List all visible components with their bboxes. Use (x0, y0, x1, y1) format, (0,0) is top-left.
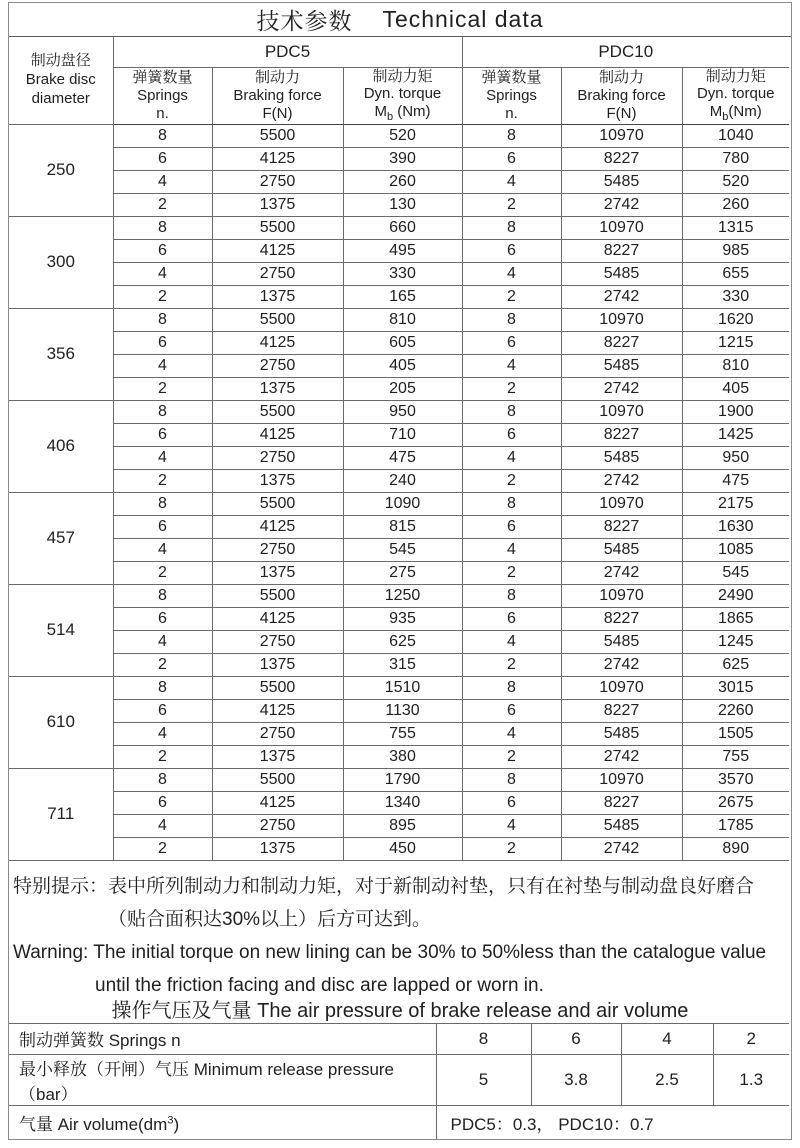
value-cell: 330 (682, 285, 789, 308)
value-cell: 8 (113, 124, 212, 147)
value-cell: 4125 (212, 147, 343, 170)
value-cell: 4 (113, 630, 212, 653)
data-row (9, 722, 789, 745)
page-title (9, 3, 791, 37)
value-cell: 1505 (682, 722, 789, 745)
springs-value: 8 (436, 1023, 531, 1054)
value-cell: 10970 (561, 308, 682, 331)
value-cell: 605 (343, 331, 462, 354)
value-cell: 5500 (212, 308, 343, 331)
value-cell: 1215 (682, 331, 789, 354)
value-cell: 380 (343, 745, 462, 768)
page-title-zh: 技术参数 (256, 8, 353, 34)
springs-row-label: 制动弹簧数 Springs n (9, 1023, 436, 1054)
value-cell: 4125 (212, 239, 343, 262)
value-cell: 6 (462, 423, 561, 446)
value-cell: 935 (343, 607, 462, 630)
data-row (9, 699, 789, 722)
value-cell: 8 (462, 308, 561, 331)
value-cell: 8227 (561, 607, 682, 630)
value-cell: 625 (682, 653, 789, 676)
group-header-pdc10: PDC10 (462, 37, 789, 67)
value-cell: 2742 (561, 193, 682, 216)
value-cell: 165 (343, 285, 462, 308)
value-cell: 2750 (212, 446, 343, 469)
pressure-value: 2.5 (621, 1054, 713, 1105)
value-cell: 545 (343, 538, 462, 561)
value-cell: 330 (343, 262, 462, 285)
value-cell: 2 (462, 285, 561, 308)
value-cell: 2 (462, 745, 561, 768)
value-cell: 2742 (561, 653, 682, 676)
data-row (9, 216, 789, 239)
value-cell: 1630 (682, 515, 789, 538)
diameter-cell: 250 (9, 124, 113, 216)
value-cell: 10970 (561, 584, 682, 607)
value-cell: 2 (113, 745, 212, 768)
data-row (9, 446, 789, 469)
value-cell: 5500 (212, 768, 343, 791)
pressure-value: 5 (436, 1054, 531, 1105)
value-cell: 2 (462, 469, 561, 492)
pressure-row-label: 最小释放（开闸）气压 Minimum release pressure（bar） (9, 1054, 436, 1105)
value-cell: 4125 (212, 515, 343, 538)
value-cell: 4 (462, 262, 561, 285)
value-cell: 2750 (212, 170, 343, 193)
data-row (9, 745, 789, 768)
springs-value: 6 (531, 1023, 621, 1054)
value-cell: 4 (113, 354, 212, 377)
diameter-header-en2: diameter (31, 89, 90, 107)
data-row (9, 630, 789, 653)
value-cell: 1790 (343, 768, 462, 791)
data-row (9, 193, 789, 216)
value-cell: 1375 (212, 377, 343, 400)
col-header-springs-pdc10: 弹簧数量 Springs n. (462, 67, 561, 124)
data-row (9, 239, 789, 262)
value-cell: 655 (682, 262, 789, 285)
warning-en-line2: until the friction facing and disc are lapped or worn in. (95, 974, 544, 996)
value-cell: 10970 (561, 216, 682, 239)
diameter-cell: 711 (9, 768, 113, 860)
value-cell: 6 (462, 607, 561, 630)
value-cell: 2750 (212, 814, 343, 837)
value-cell: 4125 (212, 331, 343, 354)
value-cell: 1375 (212, 653, 343, 676)
value-cell: 5485 (561, 814, 682, 837)
value-cell: 2742 (561, 377, 682, 400)
springs-row (9, 1023, 789, 1054)
value-cell: 520 (682, 170, 789, 193)
value-cell: 1785 (682, 814, 789, 837)
value-cell: 450 (343, 837, 462, 860)
value-cell: 475 (343, 446, 462, 469)
data-row (9, 469, 789, 492)
value-cell: 1340 (343, 791, 462, 814)
value-cell: 815 (343, 515, 462, 538)
value-cell: 260 (343, 170, 462, 193)
value-cell: 755 (682, 745, 789, 768)
value-cell: 2742 (561, 469, 682, 492)
value-cell: 10970 (561, 400, 682, 423)
value-cell: 8227 (561, 515, 682, 538)
value-cell: 4 (462, 170, 561, 193)
group-header-row (9, 37, 789, 67)
value-cell: 2 (462, 377, 561, 400)
value-cell: 8 (113, 308, 212, 331)
value-cell: 4 (462, 538, 561, 561)
springs-value: 2 (713, 1023, 789, 1054)
value-cell: 405 (343, 354, 462, 377)
value-cell: 6 (113, 607, 212, 630)
technical-data-table (9, 37, 789, 861)
value-cell: 5485 (561, 630, 682, 653)
diameter-column-header (9, 37, 113, 124)
air-pressure-section-title: 操作气压及气量 The air pressure of brake release and air volume (111, 999, 689, 1022)
value-cell: 2 (113, 653, 212, 676)
value-cell: 4 (113, 170, 212, 193)
value-cell: 10970 (561, 768, 682, 791)
value-cell: 2 (113, 377, 212, 400)
value-cell: 8 (113, 216, 212, 239)
value-cell: 1375 (212, 837, 343, 860)
value-cell: 6 (462, 515, 561, 538)
value-cell: 5500 (212, 400, 343, 423)
value-cell: 4125 (212, 699, 343, 722)
value-cell: 4 (462, 446, 561, 469)
value-cell: 5485 (561, 262, 682, 285)
value-cell: 2490 (682, 584, 789, 607)
value-cell: 6 (113, 423, 212, 446)
value-cell: 5485 (561, 446, 682, 469)
value-cell: 8 (462, 124, 561, 147)
value-cell: 8227 (561, 331, 682, 354)
data-row (9, 538, 789, 561)
value-cell: 2 (462, 193, 561, 216)
value-cell: 8 (113, 400, 212, 423)
value-cell: 8 (113, 584, 212, 607)
value-cell: 10970 (561, 676, 682, 699)
data-row (9, 653, 789, 676)
value-cell: 5485 (561, 538, 682, 561)
value-cell: 4 (113, 538, 212, 561)
value-cell: 780 (682, 147, 789, 170)
value-cell: 3570 (682, 768, 789, 791)
value-cell: 520 (343, 124, 462, 147)
value-cell: 6 (462, 699, 561, 722)
diameter-cell: 514 (9, 584, 113, 676)
value-cell: 8227 (561, 699, 682, 722)
data-row (9, 814, 789, 837)
air-pressure-table (9, 1023, 789, 1140)
value-cell: 6 (113, 699, 212, 722)
value-cell: 2 (462, 653, 561, 676)
value-cell: 5500 (212, 124, 343, 147)
value-cell: 1090 (343, 492, 462, 515)
pressure-value: 1.3 (713, 1054, 789, 1105)
diameter-header-zh: 制动盘径 (30, 52, 91, 70)
value-cell: 8 (462, 216, 561, 239)
value-cell: 6 (462, 147, 561, 170)
value-cell: 6 (113, 147, 212, 170)
value-cell: 8227 (561, 239, 682, 262)
diameter-cell: 300 (9, 216, 113, 308)
value-cell: 1375 (212, 285, 343, 308)
value-cell: 2 (113, 837, 212, 860)
value-cell: 1375 (212, 469, 343, 492)
value-cell: 4125 (212, 607, 343, 630)
value-cell: 1510 (343, 676, 462, 699)
value-cell: 8227 (561, 147, 682, 170)
value-cell: 1085 (682, 538, 789, 561)
value-cell: 4 (113, 262, 212, 285)
value-cell: 2750 (212, 630, 343, 653)
value-cell: 10970 (561, 124, 682, 147)
value-cell: 1900 (682, 400, 789, 423)
data-row (9, 170, 789, 193)
data-row (9, 285, 789, 308)
value-cell: 625 (343, 630, 462, 653)
col-header-force-pdc5: 制动力 Braking force F(N) (212, 67, 343, 124)
value-cell: 2 (113, 469, 212, 492)
data-row (9, 837, 789, 860)
value-cell: 1425 (682, 423, 789, 446)
value-cell: 660 (343, 216, 462, 239)
value-cell: 2742 (561, 745, 682, 768)
value-cell: 2750 (212, 538, 343, 561)
value-cell: 315 (343, 653, 462, 676)
value-cell: 8 (113, 768, 212, 791)
value-cell: 2 (113, 561, 212, 584)
page-title-en: Technical data (382, 6, 544, 32)
document-frame (8, 2, 792, 1140)
col-header-springs-pdc5: 弹簧数量 Springs n. (113, 67, 212, 124)
value-cell: 6 (113, 791, 212, 814)
data-row (9, 561, 789, 584)
value-cell: 710 (343, 423, 462, 446)
diameter-cell: 406 (9, 400, 113, 492)
data-row (9, 308, 789, 331)
data-row (9, 400, 789, 423)
value-cell: 390 (343, 147, 462, 170)
main-table-body (9, 124, 789, 860)
data-row (9, 584, 789, 607)
value-cell: 1375 (212, 745, 343, 768)
value-cell: 4 (462, 814, 561, 837)
value-cell: 4 (113, 446, 212, 469)
value-cell: 2260 (682, 699, 789, 722)
value-cell: 4 (462, 354, 561, 377)
value-cell: 4 (462, 722, 561, 745)
value-cell: 2175 (682, 492, 789, 515)
value-cell: 1250 (343, 584, 462, 607)
value-cell: 5485 (561, 170, 682, 193)
value-cell: 6 (113, 239, 212, 262)
data-row (9, 515, 789, 538)
value-cell: 950 (343, 400, 462, 423)
value-cell: 8 (462, 492, 561, 515)
value-cell: 2750 (212, 722, 343, 745)
pressure-value: 3.8 (531, 1054, 621, 1105)
value-cell: 2675 (682, 791, 789, 814)
value-cell: 275 (343, 561, 462, 584)
value-cell: 895 (343, 814, 462, 837)
value-cell: 4 (113, 814, 212, 837)
data-row (9, 124, 789, 147)
warning-zh-line2: （贴合面积达30%以上）后方可达到。 (108, 908, 432, 930)
value-cell: 1375 (212, 561, 343, 584)
value-cell: 5500 (212, 676, 343, 699)
value-cell: 4 (113, 722, 212, 745)
value-cell: 6 (113, 515, 212, 538)
value-cell: 6 (113, 331, 212, 354)
value-cell: 5485 (561, 354, 682, 377)
value-cell: 5500 (212, 492, 343, 515)
diameter-header-en1: Brake disc (25, 71, 96, 89)
value-cell: 5500 (212, 216, 343, 239)
pressure-row (9, 1054, 789, 1105)
data-row (9, 607, 789, 630)
value-cell: 1040 (682, 124, 789, 147)
value-cell: 8 (113, 492, 212, 515)
column-header-row (9, 67, 789, 124)
col-header-force-pdc10: 制动力 Braking force F(N) (561, 67, 682, 124)
data-row (9, 147, 789, 170)
value-cell: 810 (343, 308, 462, 331)
value-cell: 985 (682, 239, 789, 262)
value-cell: 8227 (561, 791, 682, 814)
value-cell: 475 (682, 469, 789, 492)
value-cell: 2742 (561, 837, 682, 860)
data-row (9, 423, 789, 446)
value-cell: 8 (462, 768, 561, 791)
value-cell: 810 (682, 354, 789, 377)
data-row (9, 791, 789, 814)
value-cell: 1620 (682, 308, 789, 331)
value-cell: 130 (343, 193, 462, 216)
col-header-torque-pdc5: 制动力矩 Dyn. torque $M_b$ (Nm) (343, 67, 462, 124)
value-cell: 8 (462, 400, 561, 423)
value-cell: 5500 (212, 584, 343, 607)
value-cell: 8 (462, 676, 561, 699)
value-cell: 4125 (212, 791, 343, 814)
value-cell: 2750 (212, 262, 343, 285)
data-row (9, 354, 789, 377)
value-cell: 260 (682, 193, 789, 216)
data-row (9, 331, 789, 354)
diameter-cell: 356 (9, 308, 113, 400)
value-cell: 8227 (561, 423, 682, 446)
data-row (9, 768, 789, 791)
value-cell: 6 (462, 791, 561, 814)
data-row (9, 492, 789, 515)
value-cell: 545 (682, 561, 789, 584)
data-row (9, 262, 789, 285)
value-cell: 495 (343, 239, 462, 262)
value-cell: 2 (113, 193, 212, 216)
torque-unit-pdc5: $M_b$ (Nm) (374, 102, 431, 123)
value-cell: 4 (462, 630, 561, 653)
value-cell: 8 (113, 676, 212, 699)
warning-en-line1: Warning: The initial torque on new lining can be 30% to 50%less than the catalogue value (13, 941, 767, 963)
value-cell: 3015 (682, 676, 789, 699)
value-cell: 2742 (561, 561, 682, 584)
value-cell: 405 (682, 377, 789, 400)
group-header-pdc5: PDC5 (113, 37, 462, 67)
value-cell: 8 (462, 584, 561, 607)
air-volume-row (9, 1105, 789, 1139)
springs-value: 4 (621, 1023, 713, 1054)
torque-unit-pdc10: $M_b(Nm)$ (709, 102, 762, 123)
data-row (9, 377, 789, 400)
value-cell: 4125 (212, 423, 343, 446)
diameter-cell: 610 (9, 676, 113, 768)
value-cell: 1130 (343, 699, 462, 722)
warning-block (9, 861, 791, 994)
value-cell: 6 (462, 331, 561, 354)
air-volume-label: 气量 Air $volume(dm^3)$ (9, 1105, 436, 1139)
warning-zh-line1: 特别提示：表中所列制动力和制动力矩，对于新制动衬垫，只有在衬垫与制动盘良好磨合 (13, 875, 755, 897)
value-cell: 10970 (561, 492, 682, 515)
value-cell: 2750 (212, 354, 343, 377)
diameter-cell: 457 (9, 492, 113, 584)
value-cell: 755 (343, 722, 462, 745)
value-cell: 6 (462, 239, 561, 262)
value-cell: 240 (343, 469, 462, 492)
air-volume-value: PDC5：0.3， PDC10：0.7 (436, 1105, 789, 1139)
value-cell: 205 (343, 377, 462, 400)
value-cell: 2 (462, 837, 561, 860)
value-cell: 1245 (682, 630, 789, 653)
value-cell: 890 (682, 837, 789, 860)
value-cell: 1315 (682, 216, 789, 239)
data-row (9, 676, 789, 699)
value-cell: 2 (462, 561, 561, 584)
value-cell: 1865 (682, 607, 789, 630)
value-cell: 950 (682, 446, 789, 469)
value-cell: 5485 (561, 722, 682, 745)
value-cell: 2 (113, 285, 212, 308)
value-cell: 2742 (561, 285, 682, 308)
col-header-torque-pdc10: 制动力矩 Dyn. torque $M_b(Nm)$ (682, 67, 789, 124)
value-cell: 1375 (212, 193, 343, 216)
